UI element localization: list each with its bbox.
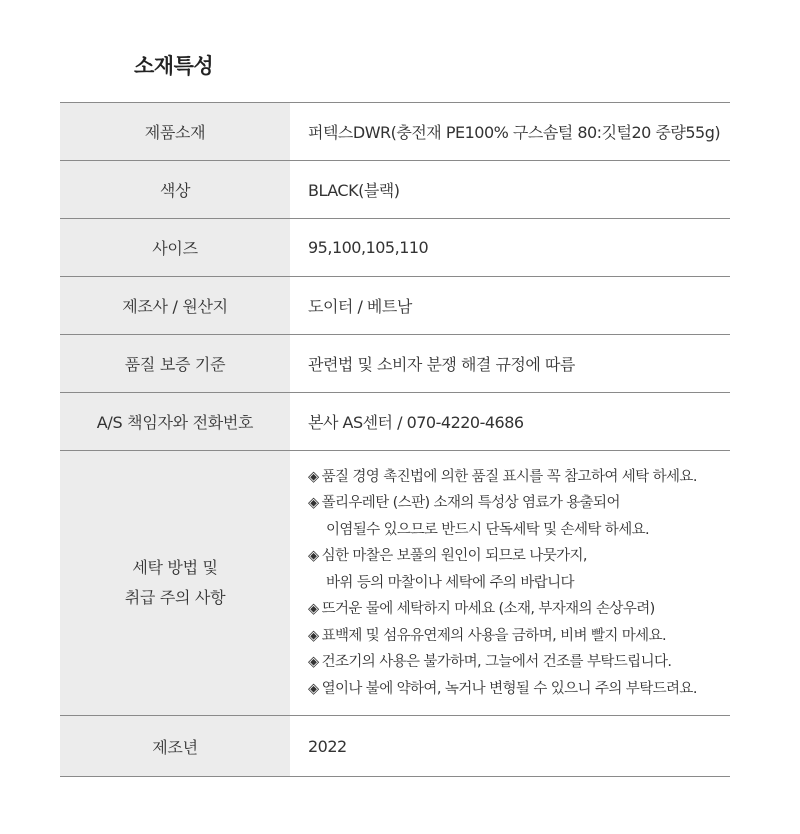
row-label-color: 색상	[60, 161, 290, 219]
care-instruction: ◈ 열이나 불에 약하여, 녹거나 변형될 수 있으니 주의 부탁드려요.	[308, 680, 697, 697]
row-label-manufacturer: 제조사 / 원산지	[60, 277, 290, 335]
table-row-care	[60, 451, 730, 716]
row-label-as-contact: A/S 책임자와 전화번호	[60, 393, 290, 451]
care-label-line-2: 취급 주의 사항	[124, 588, 226, 607]
row-label-quality: 품질 보증 기준	[60, 335, 290, 393]
care-instruction: ◈ 뜨거운 물에 세탁하지 마세요 (소재, 부자재의 손상우려)	[308, 601, 655, 618]
care-instruction: ◈ 폴리우레탄 (스판) 소재의 특성상 염료가 용출되어	[308, 495, 620, 512]
row-value-manufacturer: 도이터 / 베트남	[308, 297, 412, 316]
spec-table	[60, 102, 730, 777]
diamond-bullet-icon: ◈	[308, 468, 319, 485]
care-instruction: ◈ 심한 마찰은 보풀의 원인이 되므로 나뭇가지,	[308, 548, 587, 565]
table-row-quality	[60, 335, 730, 393]
table-row-year	[60, 716, 730, 777]
row-label-size: 사이즈	[60, 219, 290, 277]
table-row-material	[60, 103, 730, 161]
diamond-bullet-icon: ◈	[308, 495, 319, 512]
row-value-size: 95,100,105,110	[308, 238, 429, 257]
care-instruction-continued: 바위 등의 마찰이나 세탁에 주의 바랍니다	[326, 574, 574, 591]
care-instruction: ◈ 표백제 및 섬유유연제의 사용을 금하며, 비벼 빨지 마세요.	[308, 627, 667, 644]
row-label-material: 제품소재	[60, 103, 290, 161]
row-value-quality: 관련법 및 소비자 분쟁 해결 규정에 따름	[308, 355, 575, 374]
care-instruction: ◈ 건조기의 사용은 불가하며, 그늘에서 건조를 부탁드립니다.	[308, 654, 672, 671]
diamond-bullet-icon: ◈	[308, 627, 319, 644]
care-instruction: ◈ 품질 경영 촉진법에 의한 품질 표시를 꼭 참고하여 세탁 하세요.	[308, 468, 697, 485]
section-title: 소재특성	[134, 54, 214, 78]
table-row-manufacturer	[60, 277, 730, 335]
care-instruction-continued: 이염될수 있으므로 반드시 단독세탁 및 손세탁 하세요.	[326, 521, 650, 538]
row-value-year: 2022	[308, 736, 347, 756]
row-value-color: BLACK(블랙)	[308, 181, 400, 200]
care-instructions-list	[308, 464, 730, 703]
care-label-line-1: 세탁 방법 및	[132, 558, 218, 577]
row-label-year: 제조년	[60, 716, 290, 777]
diamond-bullet-icon: ◈	[308, 601, 319, 618]
table-row-as-contact	[60, 393, 730, 451]
diamond-bullet-icon: ◈	[308, 654, 319, 671]
diamond-bullet-icon: ◈	[308, 548, 319, 565]
row-label-care	[60, 451, 290, 716]
row-value-material: 퍼텍스DWR(충전재 PE100% 구스솜털 80:깃털20 중량55g)	[308, 123, 721, 142]
row-value-care	[290, 451, 730, 716]
diamond-bullet-icon: ◈	[308, 680, 319, 697]
table-row-size	[60, 219, 730, 277]
row-value-as-contact: 본사 AS센터 / 070-4220-4686	[308, 413, 524, 432]
table-row-color	[60, 161, 730, 219]
